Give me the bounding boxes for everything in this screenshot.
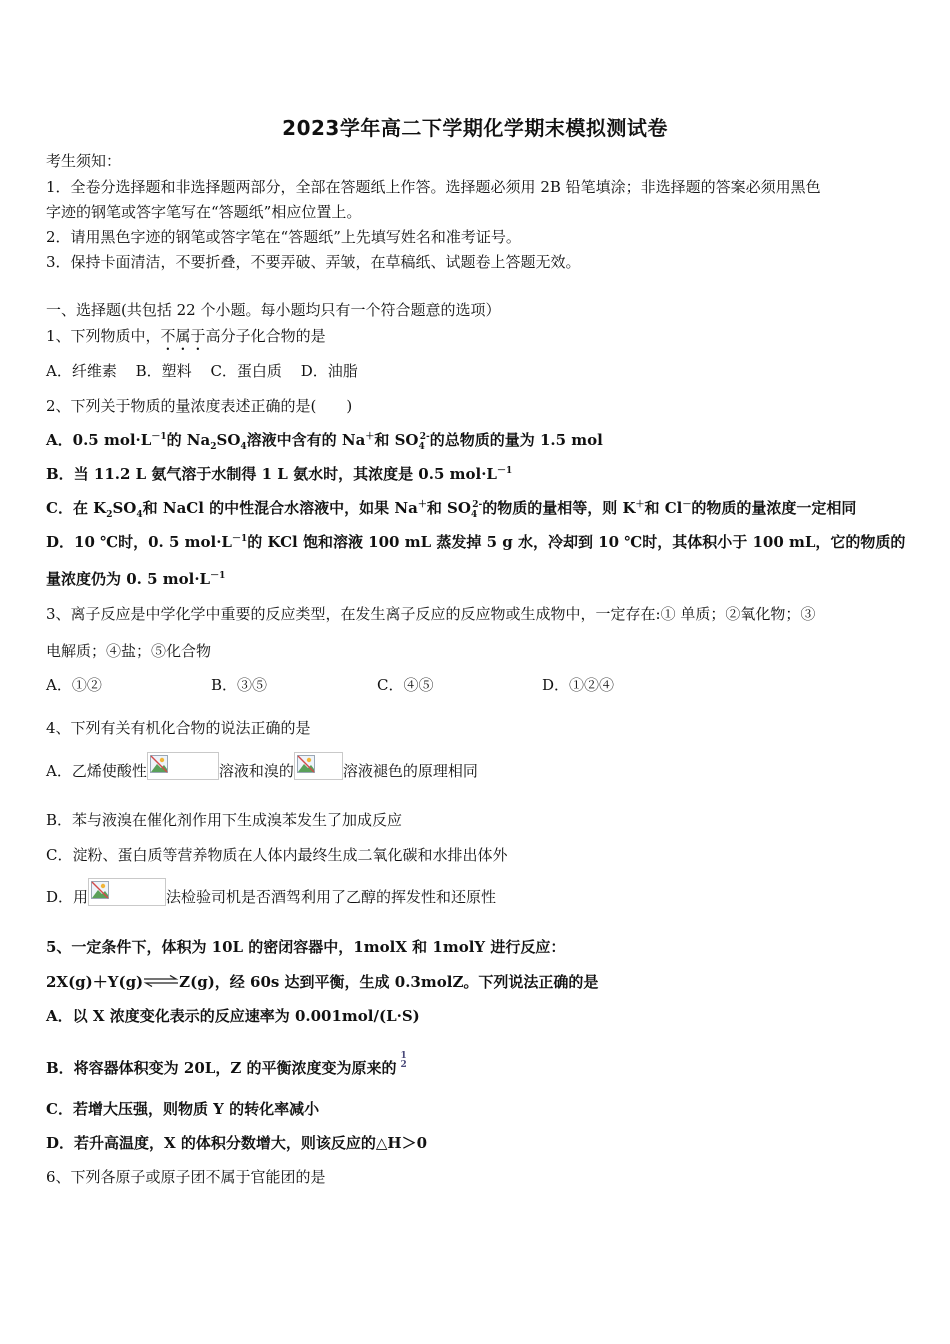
question-2-stem: 2、下列关于物质的量浓度表述正确的是( ): [46, 397, 353, 415]
q3-option-c: C．④⑤: [377, 676, 434, 694]
q1-stem-pre: 1、下列物质中，: [46, 327, 161, 345]
question-2-option-b: B．当 11.2 L 氨气溶于水制得 1 L 氨水时，其浓度是 0.5 $mol\cdot L^{-1}$: [46, 465, 513, 483]
question-4-stem: 4、下列有关有机化合物的说法正确的是: [46, 719, 311, 737]
fraction-one-half: 1 2: [400, 1051, 407, 1070]
question-4-option-a: A．乙烯使酸性 溶液和溴的 溶液褪色的原理相同: [46, 752, 478, 785]
question-5-option-d: D．若升高温度，X 的体积分数增大，则该反应的△H＞0: [46, 1134, 428, 1152]
q1-option-c: C．蛋白质: [210, 362, 282, 380]
question-5-option-a: A．以 X 浓度变化表示的反应速率为 0.001mol/(L·S): [46, 1007, 420, 1025]
q1-option-b: B．塑料: [135, 362, 192, 380]
broken-image-icon: [88, 878, 166, 906]
q1-stem-emphasis: 不属于: [160, 327, 206, 345]
q1-option-d: D．油脂: [300, 362, 358, 380]
notice-heading: 考生须知：: [46, 152, 122, 170]
notice-item-3: 3．保持卡面清洁，不要折叠，不要弄破、弄皱，在草稿纸、试题卷上答题无效。: [46, 253, 581, 271]
notice-item-2: 2．请用黑色字迹的钢笔或答字笔在“答题纸”上先填写姓名和准考证号。: [46, 228, 521, 246]
q3-option-b: B．③⑤: [211, 676, 268, 694]
broken-image-icon: [294, 752, 343, 780]
question-4-option-d: D．用 法检验司机是否酒驾利用了乙醇的挥发性和还原性: [46, 878, 496, 911]
question-4-option-b: B．苯与液溴在催化剂作用下生成溴苯发生了加成反应: [46, 811, 403, 829]
q3-option-a: A．①②: [46, 676, 102, 694]
question-3-stem: 3、离子反应是中学化学中重要的反应类型，在发生离子反应的反应物或生成物中，一定存在:① 单质；②氧化物；③: [46, 605, 816, 623]
question-1-options: [46, 361, 358, 381]
q1-option-a: A．纤维素: [46, 362, 117, 380]
question-2-option-d-cont: 量浓度仍为 0. 5 $mol\cdot L^{-1}$: [46, 570, 226, 588]
question-2-option-a: A．0.5 $mol\cdot L^{-1}$的 $Na_2SO_4$溶液中含有的 Na＋和 $SO_4^{2-}$的总物质的量为 1.5 mol: [46, 431, 603, 452]
page-title: 2023学年高二下学期化学期末模拟测试卷: [282, 116, 668, 140]
notice-item-1: 1．全卷分选择题和非选择题两部分，全部在答题纸上作答。选择题必须用 2B 铅笔填涂；非选择题的答案必须用黑色: [46, 178, 821, 196]
q3-option-d: D．①②④: [542, 676, 615, 694]
question-5-option-b: B．将容器体积变为 20L，Z 的平衡浓度变为原来的 1 2: [46, 1051, 407, 1077]
question-2-option-d: D．10 ℃时，0. 5 $mol\cdot L^{-1}$的 KCl 饱和溶液 100 mL 蒸发掉 5 g 水，冷却到 10 ℃时，其体积小于 100 mL，它的物质的: [46, 533, 906, 551]
equilibrium-arrow-icon: [143, 975, 179, 987]
question-1-stem: [46, 326, 326, 354]
question-4-option-c: C．淀粉、蛋白质等营养物质在人体内最终生成二氧化碳和水排出体外: [46, 846, 508, 864]
question-2-option-c: C．在 $K_2SO_4$和 NaCl 的中性混合水溶液中，如果 Na＋和 $SO_4^{2-}$的物质的量相等，则 K＋和 Cl－的物质的量浓度一定相同: [46, 499, 857, 520]
section-heading: 一、选择题(共包括 22 个小题。每小题均只有一个符合题意的选项）: [46, 301, 501, 319]
question-5-stem: 5、一定条件下，体积为 10L 的密闭容器中，1molX 和 1molY 进行反应：: [46, 938, 566, 956]
question-3-stem-cont: 电解质；④盐；⑤化合物: [46, 642, 212, 660]
question-6-stem: 6、下列各原子或原子团不属于官能团的是: [46, 1168, 326, 1186]
q1-stem-post: 高分子化合物的是: [205, 327, 326, 345]
broken-image-icon: [147, 752, 219, 780]
notice-item-1-cont: 字迹的钢笔或答字笔写在“答题纸”相应位置上。: [46, 203, 362, 221]
question-5-equation: 2X(g)＋Y(g) Z(g)，经 60s 达到平衡，生成 0.3molZ。下列说法正确的是: [46, 973, 599, 991]
question-5-option-c: C．若增大压强，则物质 Y 的转化率减小: [46, 1100, 320, 1118]
